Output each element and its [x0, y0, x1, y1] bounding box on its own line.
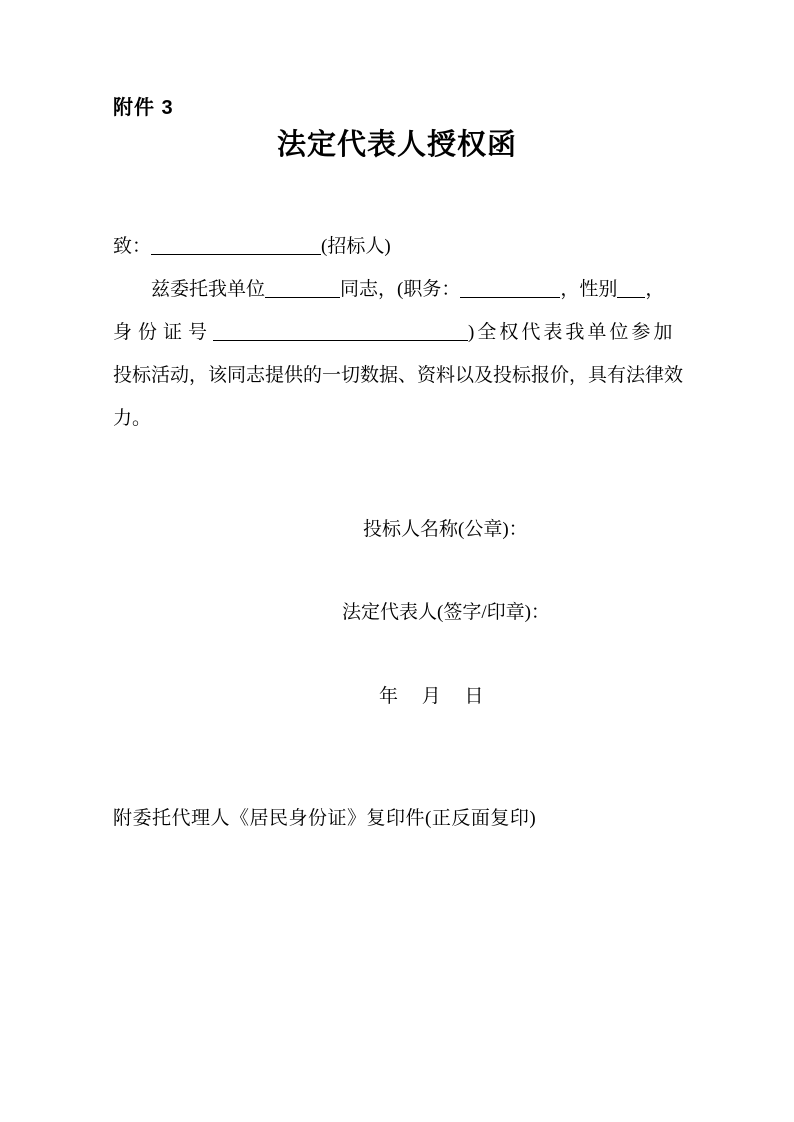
- id-number-suffix: )全权代表我单位参加: [468, 322, 676, 343]
- blank-agent-name: [265, 297, 340, 298]
- entrust-text-1: 兹委托我单位: [151, 279, 266, 300]
- id-number-prefix: 身份证号: [113, 322, 214, 343]
- id-number-line: [113, 311, 685, 354]
- bidder-seal-label: 投标人名称(公章)：: [363, 519, 528, 540]
- entrust-text-3: ，性别: [560, 279, 618, 300]
- blank-gender: [617, 297, 645, 298]
- body-line-4: 投标活动，该同志提供的一切数据、资料以及投标报价，具有法律效: [113, 365, 684, 386]
- salutation-line: [113, 225, 685, 268]
- legal-rep-signature-label: 法定代表人(签字/印章)：: [342, 602, 550, 623]
- body-paragraph: [113, 225, 685, 440]
- blank-position: [460, 297, 560, 298]
- entrust-line: [113, 268, 685, 311]
- attachment-label: 附件 3: [113, 97, 174, 119]
- footer-note: 附委托代理人《居民身份证》复印件(正反面复印): [113, 808, 537, 829]
- salutation-suffix: (招标人): [321, 236, 391, 257]
- entrust-text-2: 同志，(职务：: [340, 279, 461, 300]
- blank-id-number: [213, 340, 468, 341]
- entrust-text-4: ，: [645, 279, 665, 300]
- salutation-prefix: 致：: [113, 236, 152, 257]
- body-line-5: 力。: [113, 408, 152, 429]
- date-line: 年 月 日: [379, 686, 484, 707]
- blank-tenderer-name: [151, 254, 321, 255]
- document-title: 法定代表人授权函: [276, 129, 517, 161]
